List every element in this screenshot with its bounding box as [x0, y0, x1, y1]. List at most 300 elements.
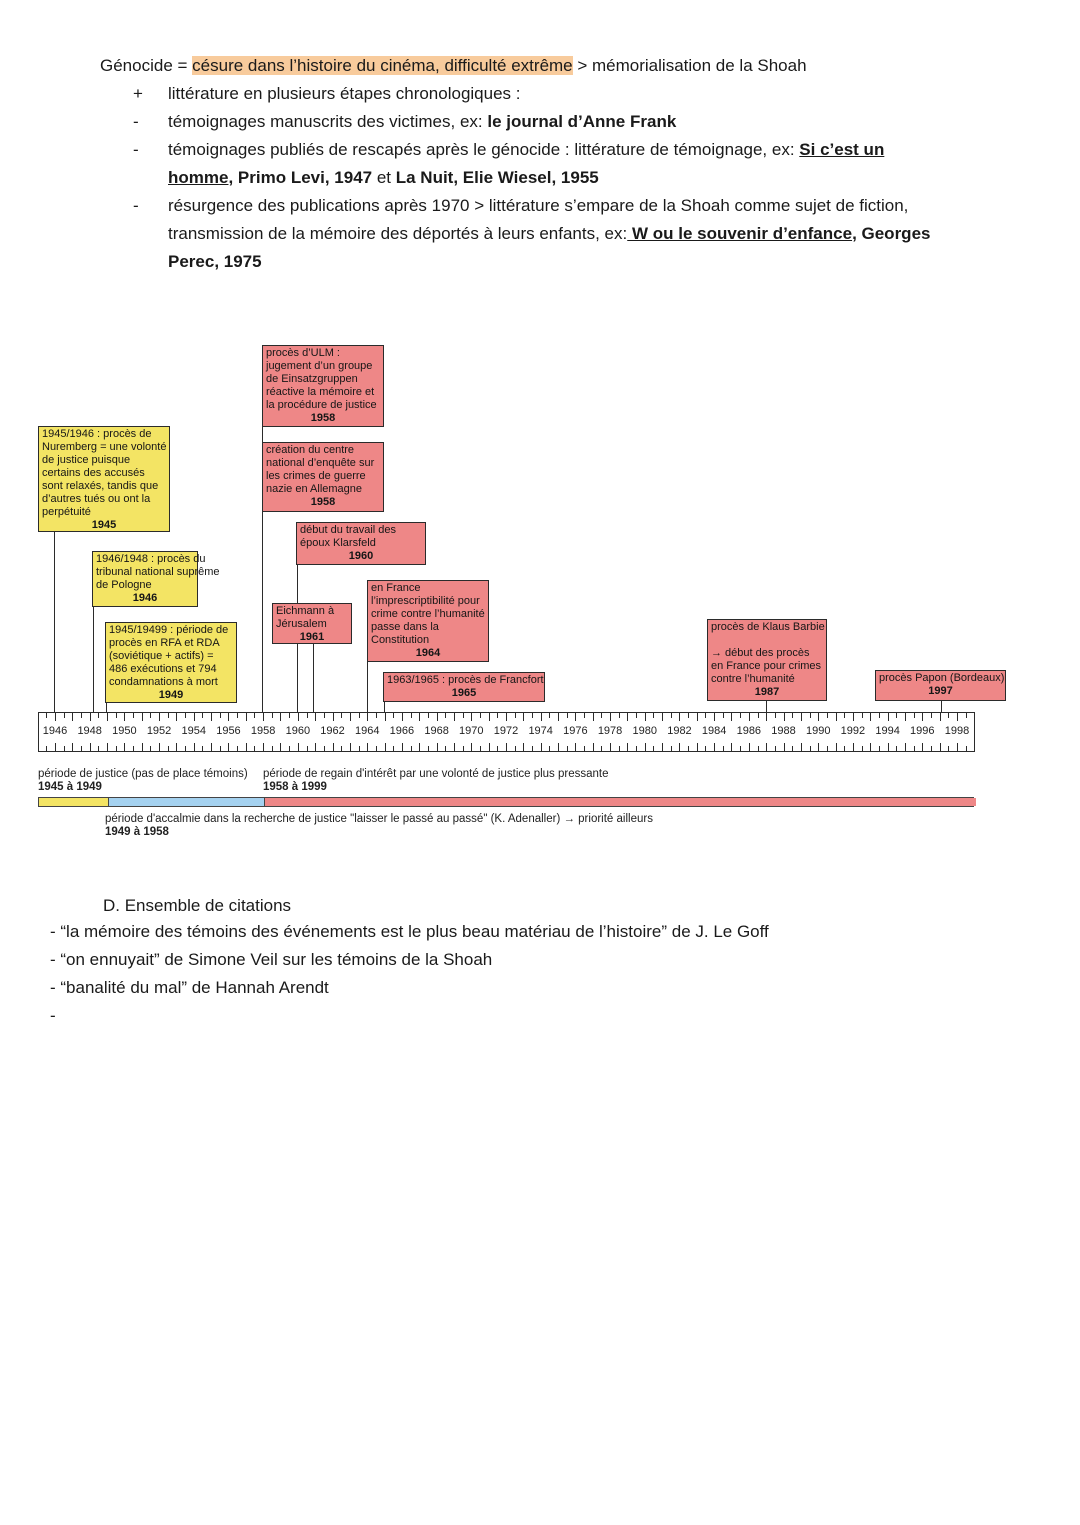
timeline-event-box [105, 622, 237, 703]
axis-tick [463, 713, 464, 718]
axis-tick [81, 746, 82, 751]
axis-tick [844, 713, 845, 718]
axis-tick [497, 746, 498, 751]
text-segment: témoignages manuscrits des victimes, ex: [168, 112, 488, 131]
axis-tick [801, 713, 802, 721]
axis-tick [437, 713, 438, 721]
axis-tick [55, 743, 56, 751]
axis-year-label: 1962 [320, 725, 345, 737]
axis-tick [836, 713, 837, 721]
event-text-line: 486 exécutions et 794 [109, 663, 217, 675]
timeline-event-box [92, 551, 220, 607]
axis-tick [532, 713, 533, 718]
event-text-line: national d’enquête sur [266, 457, 375, 469]
axis-tick [359, 746, 360, 751]
text-segment: Si c’est un homme [168, 140, 885, 187]
axis-tick [489, 713, 490, 721]
axis-tick [879, 746, 880, 751]
citation-item: - “la mémoire des témoins des événements est le plus beau matériau de l’histoire” de J. Le Goff [50, 922, 769, 941]
legend-row [38, 768, 248, 794]
axis-tick [515, 713, 516, 718]
axis-tick [393, 713, 394, 718]
axis-tick [220, 746, 221, 751]
axis-tick [107, 743, 108, 751]
axis-tick [480, 746, 481, 751]
axis-tick [445, 746, 446, 751]
axis-tick [142, 743, 143, 751]
axis-tick [731, 743, 732, 751]
citation-item: - “on ennuyait” de Simone Veil sur les témoins de la Shoah [50, 950, 493, 969]
event-text-line: en France [371, 582, 421, 594]
axis-tick [289, 713, 290, 718]
timeline-connector [54, 530, 55, 712]
axis-tick [307, 746, 308, 751]
axis-tick [315, 743, 316, 751]
axis-tick [749, 713, 750, 721]
axis-tick [506, 713, 507, 721]
timeline-event-box [707, 619, 827, 701]
axis-tick [549, 713, 550, 718]
axis-year-label: 1946 [42, 725, 68, 737]
axis-tick [194, 713, 195, 721]
event-text-line: certains des accusés [42, 467, 145, 479]
axis-tick [254, 713, 255, 718]
axis-tick [558, 713, 559, 721]
axis-tick [870, 713, 871, 721]
axis-tick [307, 713, 308, 718]
axis-year-label: 1964 [354, 725, 380, 737]
event-text-line: les crimes de guerre [266, 470, 366, 482]
axis-tick [497, 713, 498, 718]
axis-tick [740, 746, 741, 751]
axis-tick [584, 746, 585, 751]
timeline-connector [106, 702, 107, 712]
axis-tick [653, 746, 654, 751]
axis-tick [289, 746, 290, 751]
axis-tick [454, 713, 455, 721]
axis-tick [836, 743, 837, 751]
axis-tick [142, 713, 143, 721]
axis-year-label: 1954 [181, 725, 206, 737]
axis-tick [324, 746, 325, 751]
axis-year-label: 1948 [77, 725, 102, 737]
axis-tick [98, 713, 99, 718]
event-year: 1987 [754, 686, 780, 698]
axis-tick [133, 746, 134, 751]
axis-tick [697, 743, 698, 751]
event-text-line: (soviétique + actifs) = [109, 650, 214, 662]
event-text-line: procès d’ULM : [266, 347, 340, 359]
axis-tick [818, 713, 819, 721]
event-text-line: jugement d’un groupe [266, 360, 373, 372]
axis-tick [298, 743, 299, 751]
event-year: 1961 [299, 631, 325, 643]
axis-year-label: 1988 [771, 725, 796, 737]
axis-tick [541, 743, 542, 751]
text-segment: La Nuit, Elie Wiesel, 1955 [395, 168, 599, 187]
timeline-event-box [262, 442, 384, 512]
axis-tick [315, 713, 316, 721]
axis-tick [922, 743, 923, 751]
axis-tick [168, 746, 169, 751]
event-text-line: 1945/19499 : période de [109, 624, 229, 636]
axis-tick [90, 713, 91, 721]
event-text-line: 1946/1948 : procès du [96, 553, 206, 565]
legend-period-bar [38, 797, 975, 807]
text-segment: , Primo Levi, 1947 [228, 168, 373, 187]
axis-year-label: 1950 [112, 725, 137, 737]
axis-tick [272, 746, 273, 751]
axis-tick [619, 746, 620, 751]
axis-tick [758, 713, 759, 718]
event-text-line: la procédure de justice [266, 399, 377, 411]
bullet-marker: - [133, 196, 139, 215]
axis-year-label: 1976 [563, 725, 588, 737]
axis-tick [463, 746, 464, 751]
axis-tick [168, 713, 169, 718]
text-segment: , Georges Perec, 1975 [168, 224, 931, 271]
axis-tick [246, 743, 247, 751]
axis-year-label: 1994 [875, 725, 900, 737]
axis-tick [567, 746, 568, 751]
axis-tick [636, 746, 637, 751]
axis-tick [584, 713, 585, 718]
axis-tick [662, 743, 663, 751]
axis-tick [324, 713, 325, 718]
axis-tick [966, 713, 967, 718]
axis-tick [740, 713, 741, 718]
axis-tick [627, 713, 628, 721]
axis-tick [775, 746, 776, 751]
timeline-connector [313, 643, 314, 712]
axis-tick [150, 713, 151, 718]
axis-tick [367, 743, 368, 751]
axis-tick [64, 746, 65, 751]
citations-heading: D. Ensemble de citations [103, 896, 292, 915]
axis-year-label: 1982 [667, 725, 692, 737]
legend-label: période d'accalmie dans la recherche de justice "laisser le passé au passé" (K. Adenaller) → priorité ailleurs [105, 813, 653, 825]
axis-tick [567, 713, 568, 718]
axis-tick [801, 743, 802, 751]
legend-dates: 1945 à 1949 [38, 781, 102, 793]
event-text-line: crime contre l’humanité [371, 608, 485, 620]
bullet-marker: - [133, 112, 139, 131]
axis-tick [940, 743, 941, 751]
axis-tick [896, 713, 897, 718]
axis-tick [827, 746, 828, 751]
axis-tick [948, 713, 949, 718]
axis-tick [437, 743, 438, 751]
event-text-line: l’imprescriptibilité pour [371, 595, 480, 607]
axis-tick [350, 713, 351, 721]
axis-tick [72, 743, 73, 751]
axis-tick [879, 713, 880, 718]
event-text-line: perpétuité [42, 506, 91, 518]
axis-tick [541, 713, 542, 721]
axis-tick [333, 743, 334, 751]
legend-dates: 1949 à 1958 [105, 826, 169, 838]
axis-year-label: 1956 [216, 725, 241, 737]
legend-label: période de regain d'intérêt par une volonté de justice plus pressante [263, 768, 609, 780]
legend-row [263, 768, 609, 794]
axis-year-label: 1966 [389, 725, 415, 737]
text-segment: W ou le souvenir d’enfance [627, 224, 853, 243]
axis-tick [792, 746, 793, 751]
axis-tick [237, 713, 238, 718]
event-text-line: → début des procès [711, 647, 810, 659]
axis-tick [254, 746, 255, 751]
event-text-line: en France pour crimes [711, 660, 822, 672]
axis-year-label: 1972 [493, 725, 519, 737]
event-text-line: tribunal national suprême [96, 566, 220, 578]
axis-tick [176, 713, 177, 721]
event-text-line: passe dans la [371, 621, 439, 633]
axis-tick [679, 713, 680, 721]
event-year: 1964 [415, 647, 441, 659]
axis-tick [489, 743, 490, 751]
event-text-line: sont relaxés, tandis que [42, 480, 159, 492]
axis-tick [948, 746, 949, 751]
axis-tick [228, 743, 229, 751]
axis-tick [411, 713, 412, 718]
text-segment: et [372, 168, 396, 187]
event-text-line: 1945/1946 : procès de [42, 428, 152, 440]
event-text-line: de Pologne [96, 579, 152, 591]
axis-tick [176, 743, 177, 751]
axis-tick [914, 713, 915, 718]
axis-tick [870, 743, 871, 751]
axis-tick [862, 746, 863, 751]
axis-tick [419, 713, 420, 721]
axis-tick [853, 743, 854, 751]
axis-tick [810, 713, 811, 718]
axis-tick [914, 746, 915, 751]
axis-tick [645, 713, 646, 721]
axis-tick [940, 713, 941, 721]
axis-tick [341, 713, 342, 718]
axis-tick [922, 713, 923, 721]
axis-tick [185, 713, 186, 718]
event-text-line: début du travail des [300, 524, 397, 536]
event-text-line: nazie en Allemagne [266, 483, 363, 495]
axis-tick [64, 713, 65, 718]
timeline-event-box [383, 672, 545, 702]
axis-year-label: 1952 [146, 725, 172, 737]
event-text-line: procès en RFA et RDA [109, 637, 220, 649]
legend-bar-segment [264, 798, 976, 806]
axis-tick [272, 713, 273, 718]
axis-tick [723, 746, 724, 751]
text-segment: le journal d’Anne Frank [487, 112, 677, 131]
axis-tick [515, 746, 516, 751]
axis-tick [714, 713, 715, 721]
event-text-line: création du centre [266, 444, 355, 456]
axis-tick [185, 746, 186, 751]
axis-tick [523, 713, 524, 721]
axis-tick [341, 746, 342, 751]
event-year: 1946 [132, 592, 158, 604]
event-text-line: procès Papon (Bordeaux) [879, 672, 1005, 684]
axis-tick [471, 713, 472, 721]
axis-tick [931, 746, 932, 751]
event-text-line: 1963/1965 : procès de Francfort [387, 674, 544, 686]
event-year: 1949 [158, 689, 184, 701]
axis-tick [202, 713, 203, 718]
axis-tick [228, 713, 229, 721]
axis-year-label: 1986 [736, 725, 762, 737]
timeline-connector [384, 701, 385, 712]
event-text-line: de Einsatzgruppen [266, 373, 358, 385]
axis-tick [506, 743, 507, 751]
timeline-event-box [38, 426, 170, 532]
axis-tick [697, 713, 698, 721]
event-year: 1997 [928, 685, 953, 697]
event-year: 1945 [91, 519, 117, 531]
axis-tick [367, 713, 368, 721]
axis-tick [627, 743, 628, 751]
axis-tick [202, 746, 203, 751]
event-text-line: procès de Klaus Barbie [711, 621, 825, 633]
axis-tick [610, 743, 611, 751]
axis-tick [393, 746, 394, 751]
axis-tick [280, 743, 281, 751]
axis-tick [428, 713, 429, 718]
axis-tick [532, 746, 533, 751]
event-text-line: époux Klarsfeld [300, 537, 376, 549]
axis-tick [688, 746, 689, 751]
event-text-line: Constitution [371, 634, 430, 646]
axis-tick [844, 746, 845, 751]
axis-tick [714, 743, 715, 751]
axis-tick [298, 713, 299, 721]
axis-tick [211, 743, 212, 751]
axis-tick [72, 713, 73, 721]
axis-tick [376, 746, 377, 751]
axis-year-label: 1984 [701, 725, 727, 737]
event-year: 1958 [310, 412, 336, 424]
axis-tick [679, 743, 680, 751]
intro-lead: Génocide = [100, 56, 193, 75]
event-text-line: Nuremberg = une volonté [42, 441, 167, 453]
axis-tick [116, 746, 117, 751]
axis-tick [619, 713, 620, 718]
axis-tick [263, 743, 264, 751]
axis-tick [376, 713, 377, 718]
axis-tick [636, 713, 637, 718]
axis-tick [471, 743, 472, 751]
axis-tick [896, 746, 897, 751]
axis-tick [810, 746, 811, 751]
axis-tick [333, 713, 334, 721]
event-text-line: Eichmann à [276, 605, 335, 617]
axis-tick [957, 713, 958, 721]
axis-tick [610, 713, 611, 721]
citation-item: - “banalité du mal” de Hannah Arendt [50, 978, 329, 997]
timeline-event-box [875, 670, 1006, 701]
axis-tick [411, 746, 412, 751]
legend-label: période de justice (pas de place témoins) [38, 768, 248, 780]
citation-item: - [50, 1006, 56, 1025]
timeline-connector [941, 700, 942, 712]
axis-tick [116, 713, 117, 718]
axis-tick [90, 743, 91, 751]
timeline-event-box [367, 580, 489, 662]
axis-tick [194, 743, 195, 751]
text-segment: témoignages publiés de rescapés après le génocide : littérature de témoignage, ex: [168, 140, 800, 159]
axis-tick [671, 713, 672, 718]
legend-bar-segment [108, 798, 265, 806]
axis-tick [523, 743, 524, 751]
highlighted-text: césure dans l’histoire du cinéma, difficulté extrême [192, 56, 573, 75]
axis-tick [827, 713, 828, 718]
axis-tick [124, 713, 125, 721]
axis-tick [575, 713, 576, 721]
axis-tick [211, 713, 212, 721]
axis-tick [549, 746, 550, 751]
timeline-event-box [296, 522, 426, 565]
axis-tick [905, 743, 906, 751]
axis-tick [593, 743, 594, 751]
axis-tick [966, 746, 967, 751]
axis-year-label: 1996 [910, 725, 935, 737]
axis-tick [350, 743, 351, 751]
axis-tick [124, 743, 125, 751]
axis-tick [653, 713, 654, 718]
intro-tail: > mémorialisation de la Shoah [572, 56, 807, 75]
axis-year-label: 1998 [944, 725, 970, 737]
axis-tick [263, 713, 264, 721]
axis-tick [445, 713, 446, 718]
axis-tick [159, 743, 160, 751]
axis-tick [402, 713, 403, 721]
axis-tick [792, 713, 793, 718]
axis-tick [784, 743, 785, 751]
axis-tick [905, 713, 906, 721]
axis-tick [601, 746, 602, 751]
axis-tick [46, 713, 47, 718]
axis-tick [98, 746, 99, 751]
axis-tick [766, 713, 767, 721]
axis-year-label: 1980 [632, 725, 657, 737]
axis-tick [593, 713, 594, 721]
axis-tick [931, 713, 932, 718]
event-text-line [711, 634, 823, 647]
axis-tick [558, 743, 559, 751]
axis-tick [888, 713, 889, 721]
legend-dates: 1958 à 1999 [263, 781, 327, 793]
axis-tick [385, 713, 386, 721]
event-year: 1958 [310, 496, 336, 508]
timeline-event-box [262, 345, 384, 427]
timeline-event-box [272, 603, 352, 644]
axis-tick [766, 743, 767, 751]
axis-tick [888, 743, 889, 751]
axis-tick [705, 713, 706, 718]
citation-list [50, 918, 950, 1030]
event-year: 1965 [451, 687, 477, 699]
axis-tick [784, 713, 785, 721]
axis-tick [645, 743, 646, 751]
axis-tick [705, 746, 706, 751]
axis-year-label: 1990 [805, 725, 831, 737]
event-text-line: contre l’humanité [711, 673, 795, 685]
axis-tick [601, 713, 602, 718]
axis-year-label: 1970 [459, 725, 484, 737]
axis-tick [46, 746, 47, 751]
event-text-line: d’autres tués ou ont la [42, 493, 151, 505]
citations-section [50, 894, 950, 1030]
event-text-line: Jérusalem [276, 618, 327, 630]
